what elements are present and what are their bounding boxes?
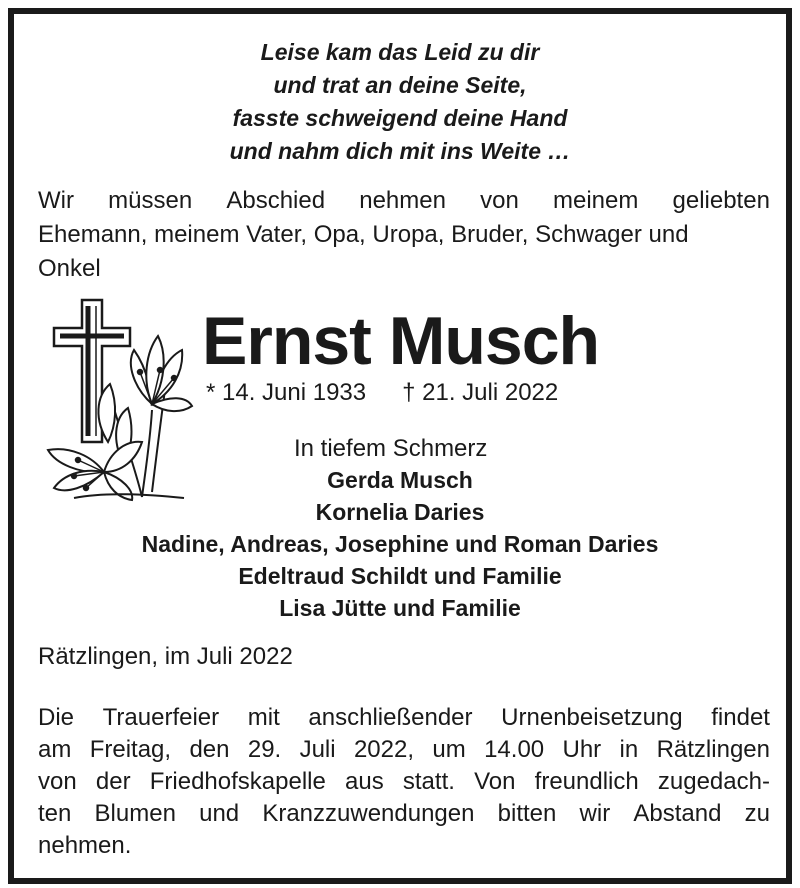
word: der [95, 768, 131, 795]
mourner-name: Kornelia Daries [315, 499, 485, 525]
word: wir [579, 800, 611, 827]
mourner-name: Edeltraud Schildt und Familie [238, 563, 562, 589]
word: Uhr [562, 736, 602, 763]
service-line-2 [38, 734, 770, 766]
word: Blumen [94, 800, 176, 827]
word: von [480, 187, 519, 214]
word: geliebten [672, 187, 770, 214]
mourning-heading: In tiefem Schmerz [294, 435, 488, 462]
mourners-list [14, 464, 786, 624]
poem [14, 36, 786, 168]
word: zu [744, 800, 770, 827]
death-date: † 21. Juli 2022 [402, 379, 559, 406]
service-line-4 [38, 798, 770, 830]
service-notice [38, 702, 770, 862]
word: 2022, [353, 736, 415, 763]
word: anschließender [308, 704, 473, 731]
word: Friedhofskapelle [149, 768, 326, 795]
word: Juli [299, 736, 336, 763]
word: mit [247, 704, 280, 731]
word: und [199, 800, 240, 827]
word: 29. [247, 736, 282, 763]
word: meinem [552, 187, 639, 214]
word: Abstand [633, 800, 722, 827]
word: von [38, 768, 77, 795]
word: 14.00 [484, 736, 545, 763]
mourner-name: Gerda Musch [327, 467, 473, 493]
obituary-frame [8, 8, 792, 884]
word: müssen [108, 187, 193, 214]
word: Trauerfeier [102, 704, 220, 731]
life-dates [206, 378, 558, 408]
word: Freitag, [89, 736, 172, 763]
word: zugedach- [657, 768, 770, 795]
birth-date: * 14. Juni 1933 [206, 379, 367, 406]
word: in [619, 736, 639, 763]
word: Von [474, 768, 516, 795]
intro-line-2: Ehemann, meinem Vater, Opa, Uropa, Bruder, Schwager und [38, 221, 689, 248]
word: um [432, 736, 466, 763]
intro-line-1 [38, 184, 770, 218]
intro-line-3: Onkel [38, 255, 101, 282]
word: Wir [38, 187, 74, 214]
word: den [189, 736, 230, 763]
word: Rätzlingen [656, 736, 770, 763]
poem-line: fasste schweigend deine Hand [232, 105, 568, 131]
word: aus [345, 768, 384, 795]
word: statt. [402, 768, 455, 795]
poem-line: und nahm dich mit ins Weite … [229, 138, 571, 164]
word: bitten [497, 800, 557, 827]
word: Die [38, 704, 75, 731]
intro-text [38, 184, 770, 286]
service-line-1 [38, 702, 770, 734]
word: Urnenbeisetzung [501, 704, 683, 731]
mourner-name: Lisa Jütte und Familie [279, 595, 521, 621]
poem-line: und trat an deine Seite, [273, 72, 527, 98]
word: freundlich [534, 768, 639, 795]
word: Kranzzuwendungen [262, 800, 475, 827]
word: findet [711, 704, 770, 731]
service-line-3 [38, 766, 770, 798]
poem-line: Leise kam das Leid zu dir [260, 39, 540, 65]
word: nehmen [359, 187, 446, 214]
place-date: Rätzlingen, im Juli 2022 [38, 643, 293, 670]
deceased-name: Ernst Musch [202, 303, 600, 379]
word: Abschied [226, 187, 326, 214]
word: ten [38, 800, 72, 827]
mourner-name: Nadine, Andreas, Josephine und Roman Daries [141, 531, 659, 557]
word: am [38, 736, 72, 763]
service-line-5: nehmen. [38, 832, 132, 859]
